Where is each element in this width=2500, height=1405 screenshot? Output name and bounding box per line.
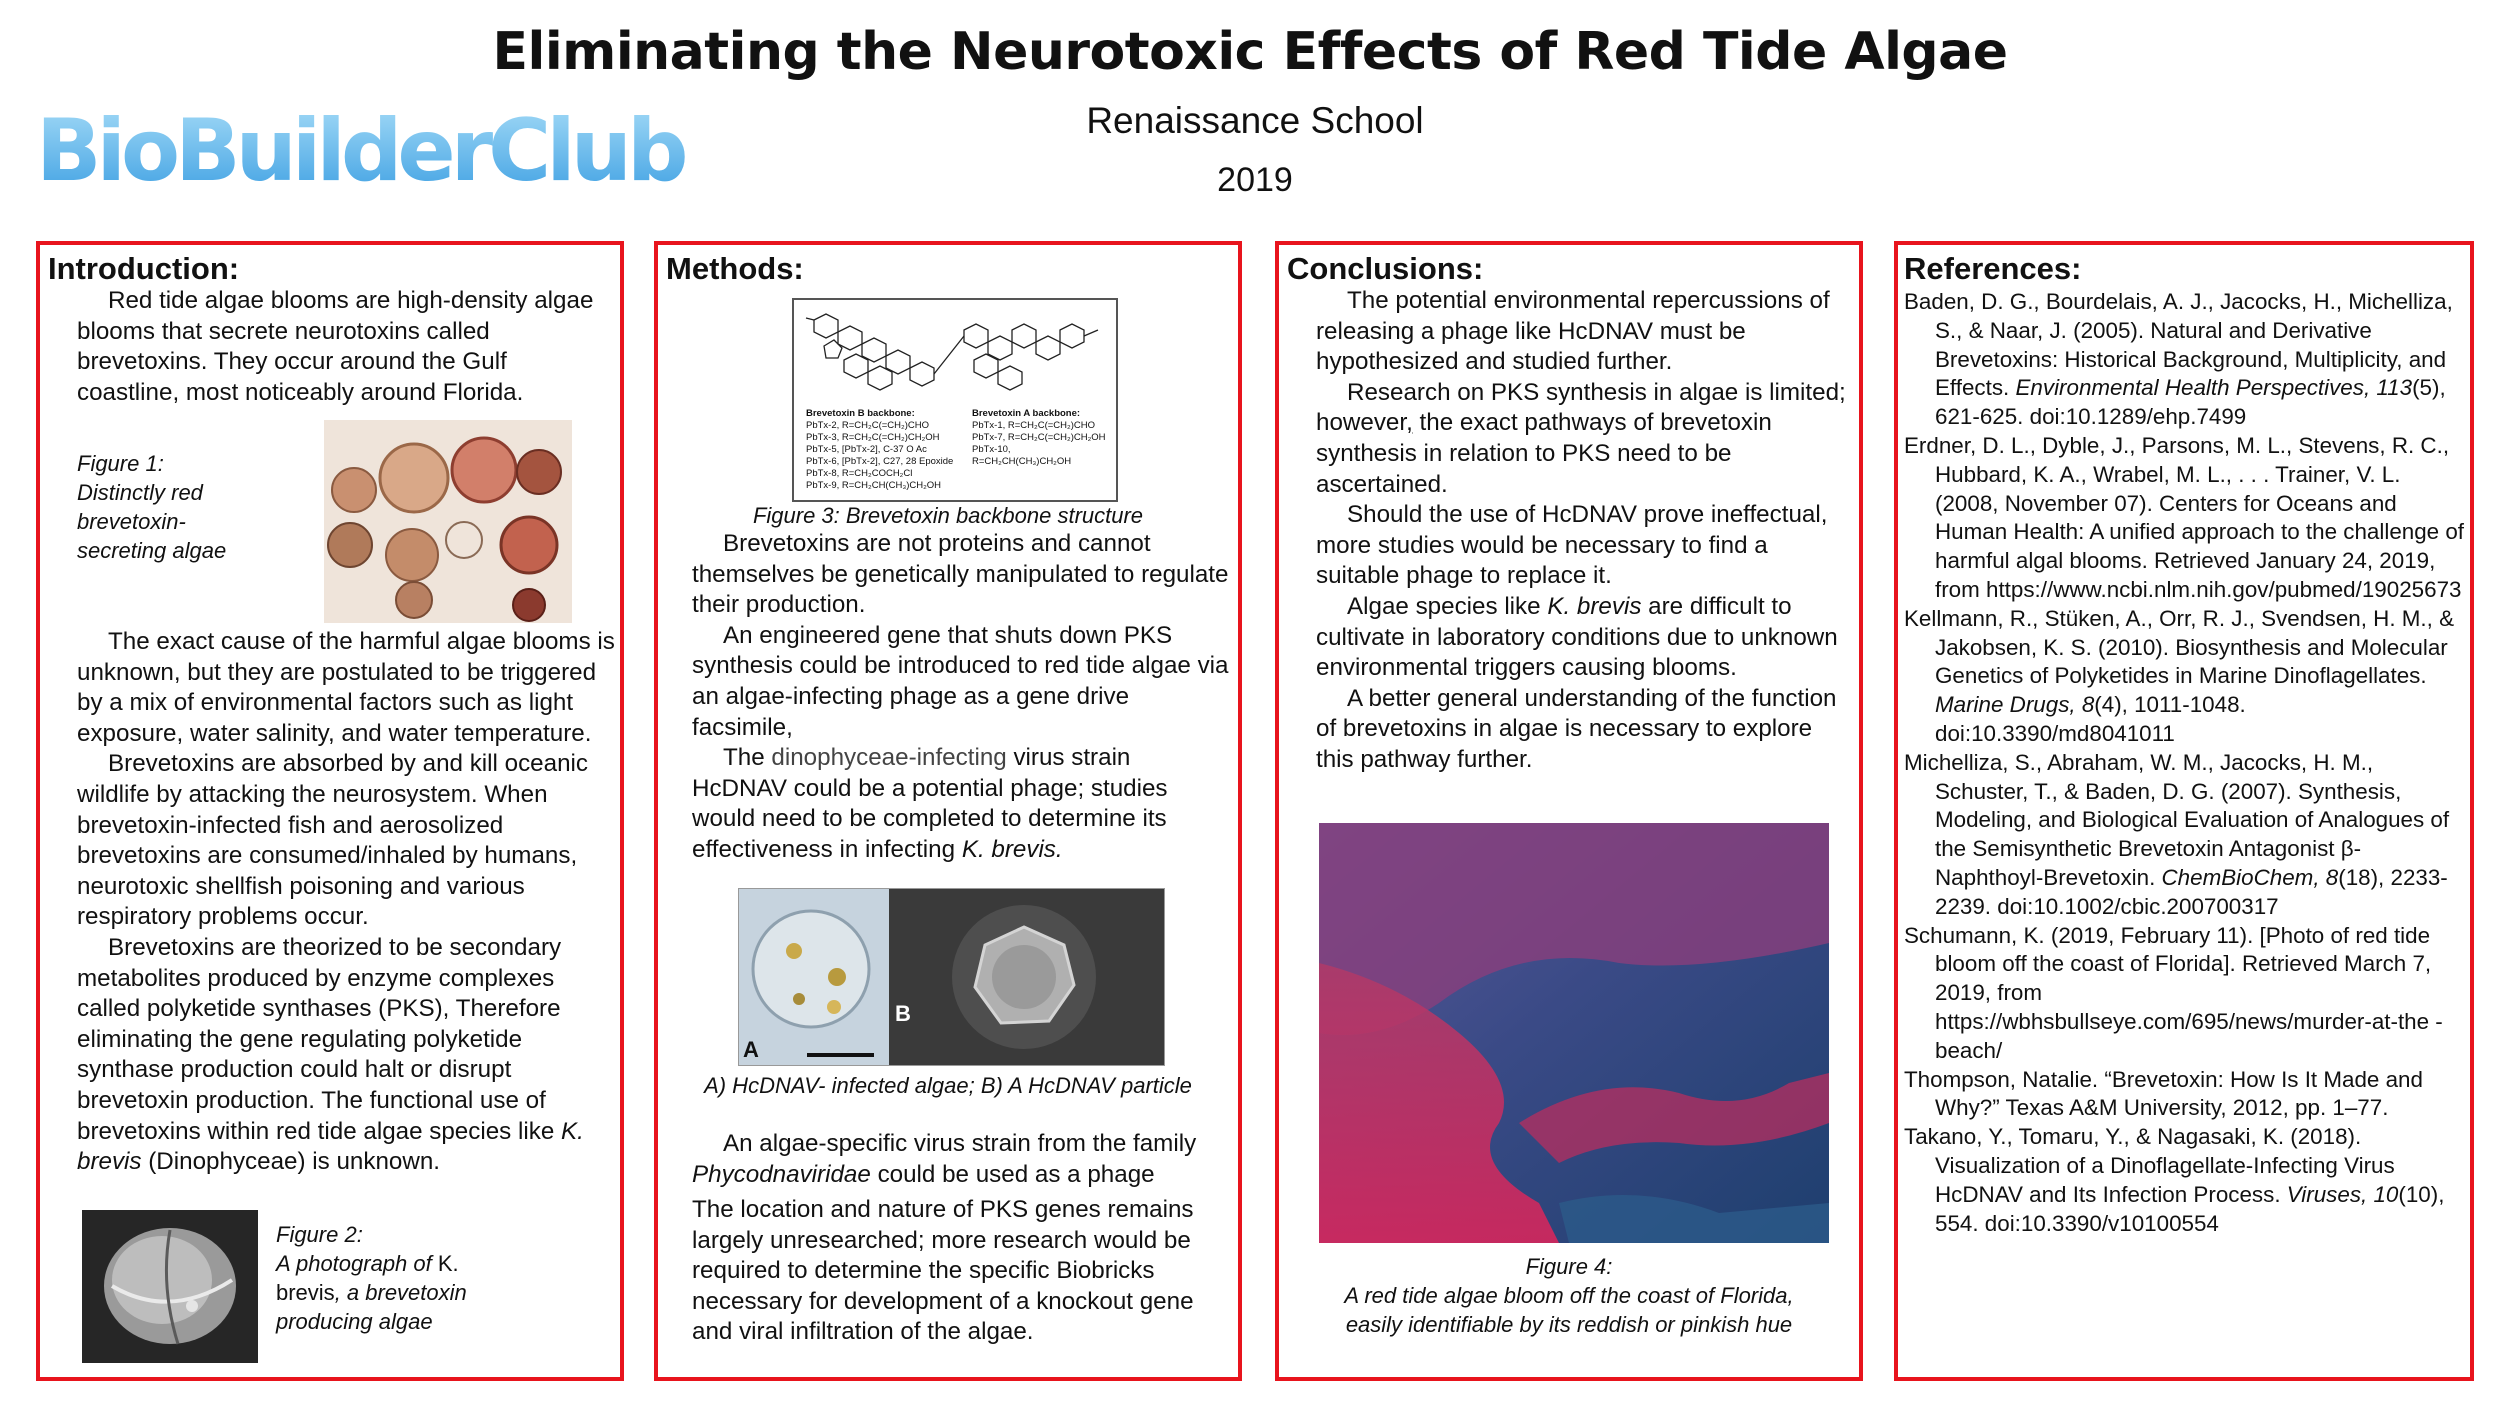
reference-item: Schumann, K. (2019, February 11). [Photo of red tide bloom off the coast of Florida]. Retrieved March 7, 2019, from https://wbhsbullseye.com/695/news/murder-at-the -beach/ (1904, 922, 2443, 1063)
methods-pks-text: The location and nature of PKS genes remains largely unresearched; more research would be required to determine the specific Biobricks necessary for development of a knockout gene and viral infiltration of the algae. (692, 1196, 1194, 1346)
logo-text: BioBuilderClub (36, 101, 684, 198)
reference-item: Baden, D. G., Bourdelais, A. J., Jacocks, H., Michelliza, S., & Naar, J. (2005). Natural and Derivative Brevetoxins: Historical Background, Multiplicity, and Effects. Environmental Health Perspectives, 113(5), 621-625. doi:10.1289/ehp.7499 (1904, 289, 2453, 430)
school-name: Renaissance School (1086, 100, 1424, 141)
figure-4-red-tide-photo (1319, 823, 1829, 1243)
figure-2-caption: Figure 2: A photograph of K. brevis, a brevetoxin producing algae (276, 1222, 467, 1334)
reference-item: Thompson, Natalie. “Brevetoxin: How Is It Made and Why?” Texas A&M University, 2012, pp. 1–77. (1904, 1066, 2423, 1121)
conclusions-heading: Conclusions: (1287, 251, 1484, 286)
panel-label-b: B (895, 1001, 911, 1026)
brevetoxin-a-legend: Brevetoxin A backbone: PbTx-1, R=CH₂C(=CH₂)CHO PbTx-7, R=CH₂C(=CH₂)CH₂OH PbTx-10, R=CH₂CH(CH₃)CH₂OH (972, 408, 1106, 467)
methods-panel (654, 241, 1242, 1381)
panel-label-a: A (743, 1037, 759, 1062)
intro-paragraph-1: Red tide algae blooms are high-density algae blooms that secrete neurotoxins called brevetoxins. They occur around the Gulf coastline, most noticeably around Florida. (77, 287, 594, 406)
figure-1-algae-photo (324, 420, 572, 623)
intro-body: The exact cause of the harmful algae blooms is unknown, but they are postulated to be triggered by a mix of environmental factors such as light exposure, water salinity, and water temperature. Brevetoxins are absorbed by and kill oceanic wildlife by attacking the neurosystem. When brevetoxin-infected fish and aerosolized brevetoxins are consumed/inhaled by humans, neurotoxic shellfish poisoning and various respiratory problems occur. Brevetoxins are theorized to be secondary metabolites produced by enzyme complexes called polyketide synthases (PKS), Therefore eliminating the gene regulating polyketide synthase production could halt or disrupt brevetoxin production. The functional use of brevetoxins within red tide algae species like K. brevis (Dinophyceae) is unknown. (77, 628, 615, 1176)
introduction-heading: Introduction: (48, 251, 240, 286)
figure-3-brevetoxin-structure (792, 298, 1118, 502)
figure-hcdnav-images (738, 888, 1165, 1066)
introduction-panel (36, 241, 624, 1381)
references-panel (1894, 241, 2474, 1381)
figure-1-caption: Figure 1: Distinctly red brevetoxin-secreting algae (77, 451, 227, 563)
conclusions-body: The potential environmental repercussions of releasing a phage like HcDNAV must be hypothesized and studied further. Research on PKS synthesis in algae is limited; however, the exact pathways of brevetoxin synthesis in relation to PKS need to be ascertained. Should the use of HcDNAV prove ineffectual, more studies would be necessary to find a suitable phage to replace it. Algae species like K. brevis are difficult to cultivate in laboratory conditions due to unknown environmental triggers causing blooms. A better general understanding of the function of brevetoxins in algae is necessary to explore this pathway further. (1316, 287, 1846, 773)
figure-2-k-brevis-photo (82, 1210, 258, 1363)
figure-3-caption: Figure 3: Brevetoxin backbone structure (752, 503, 1144, 528)
methods-phage-text: An algae-specific virus strain from the family Phycodnaviridae could be used as a phage (692, 1130, 1197, 1188)
methods-body: Brevetoxins are not proteins and cannot themselves be genetically manipulated to regulate their production. An engineered gene that shuts down PKS synthesis could be introduced to red tide algae via an algae-infecting phage as a gene drive facsimile, The dinophyceae-infecting virus strain HcDNAV could be a potential phage; studies would need to be completed to determine its effectiveness in infecting K. brevis. (692, 530, 1229, 863)
reference-item: Kellmann, R., Stüken, A., Orr, R. J., Svendsen, H. M., & Jakobsen, K. S. (2010). Biosynthesis and Molecular Genetics of Polyketides in Marine Dinoflagellates. Marine Drugs, 8(4), 1011-1048. doi:10.3390/md8041011 (1904, 605, 2455, 746)
poster-year: 2019 (1217, 161, 1293, 199)
reference-item: Takano, Y., Tomaru, Y., & Nagasaki, K. (2018). Visualization of a Dinoflagellate-Infecting Virus HcDNAV and Its Infection Process. Viruses, 10(10), 554. doi:10.3390/v10100554 (1904, 1124, 2445, 1236)
references-list (1904, 288, 2466, 1238)
conclusions-panel (1275, 241, 1863, 1381)
figure-hcdnav-caption: A) HcDNAV- infected algae; B) A HcDNAV particle (704, 1073, 1192, 1098)
references-heading: References: (1904, 251, 2082, 286)
brevetoxin-b-legend: Brevetoxin B backbone: PbTx-2, R=CH₂C(=CH₂)CHO PbTx-3, R=CH₂C(=CH₂)CH₂OH PbTx-5, [PbTx-2], C-37 O Ac PbTx-6, [PbTx-2], C27, 28 Epoxide PbTx-8, R=CH₂COCH₂Cl PbTx-9, R=CH₂CH(CH₃)CH₂OH (806, 408, 954, 491)
figure-4-caption: Figure 4: A red tide algae bloom off the coast of Florida, easily identifiable by its reddish or pinkish hue (1344, 1254, 1794, 1337)
reference-item: Michelliza, S., Abraham, W. M., Jacocks, H. M., Schuster, T., & Baden, D. G. (2007). Synthesis, Modeling, and Biological Evaluation of Analogues of the Semisynthetic Brevetoxin Antagonist β-Naphthoyl-Brevetoxin. ChemBioChem, 8(18), 2233-2239. doi:10.1002/cbic.200700317 (1904, 749, 2450, 919)
poster-title: Eliminating the Neurotoxic Effects of Red Tide Algae (492, 22, 2008, 82)
methods-heading: Methods: (666, 251, 804, 286)
biobuilder-club-logo (34, 98, 694, 198)
reference-item: Erdner, D. L., Dyble, J., Parsons, M. L., Stevens, R. C., Hubbard, K. A., Wrabel, M. L., . . . Trainer, V. L. (2008, November 07). Centers for Oceans and Human Health: A unified approach to the challenge of harmful algal blooms. Retrieved January 24, 2019, from https://www.ncbi.nlm.nih.gov/pubmed/19025673 (1904, 432, 2465, 602)
